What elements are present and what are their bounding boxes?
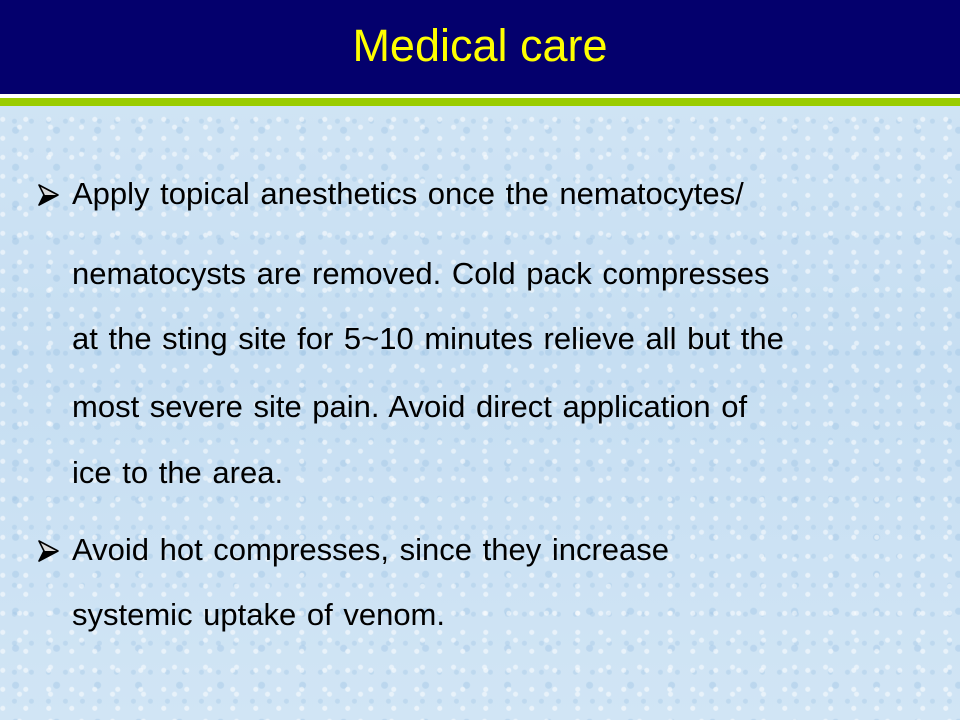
arrow-bullet-icon	[36, 538, 62, 564]
bullet-1-line-5: ice to the area.	[72, 455, 284, 490]
slide-title: Medical care	[352, 20, 608, 71]
bullet-1-line-4: most severe site pain. Avoid direct application of	[72, 389, 748, 424]
arrow-bullet-icon	[36, 182, 62, 208]
bullet-1-line-3: at the sting site for 5~10 minutes relieve all but the	[72, 321, 784, 356]
bullet-1-line-2: nematocysts are removed. Cold pack compresses	[72, 256, 770, 291]
bullet-2-line-1: Avoid hot compresses, since they increase	[72, 532, 670, 567]
bullet-1-line-1: Apply topical anesthetics once the nematocytes/	[72, 176, 744, 211]
bullet-2-line-2: systemic uptake of venom.	[72, 597, 445, 632]
